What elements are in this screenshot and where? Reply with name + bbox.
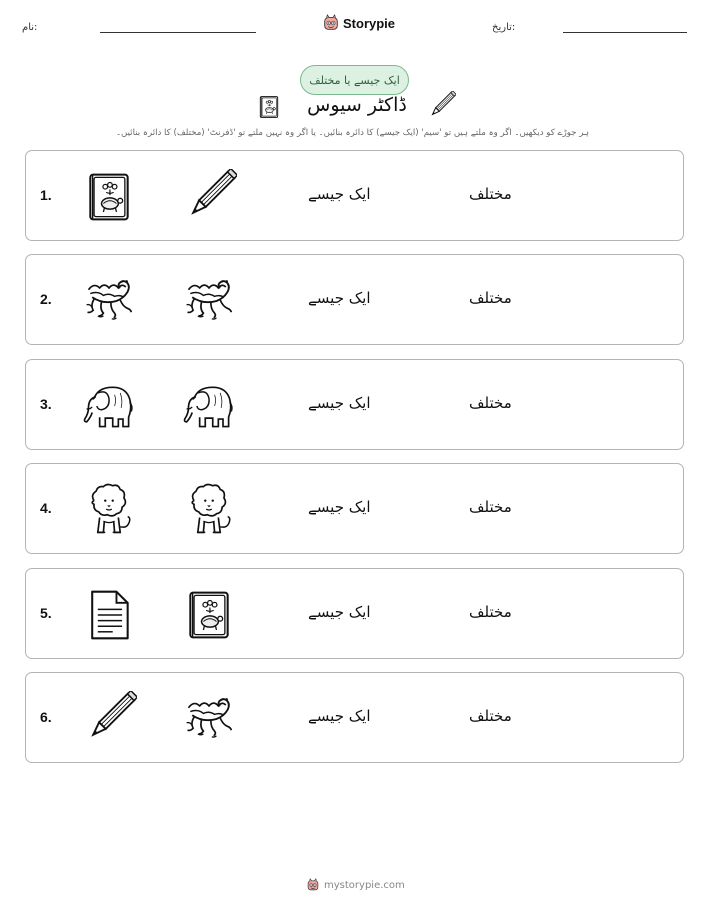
different-option[interactable]: مختلف — [469, 289, 512, 307]
same-option[interactable]: ایک جیسے — [308, 603, 371, 621]
instructions: ہر جوڑے کو دیکھیں۔ اگر وہ ملتے ہیں تو 'سیم' (ایک جیسے) کا دائرہ بنائیں۔ یا اگر وہ نہیں ملتے تو 'ڈفرنٹ' (مختلف) کا دائرہ بنائیں۔ — [116, 128, 589, 138]
exercise-row — [25, 568, 684, 659]
title-row — [250, 88, 460, 126]
book-icon — [181, 587, 237, 643]
name-label: نام: — [22, 22, 38, 33]
footer-site: mystorypie.com — [324, 879, 405, 891]
same-option[interactable]: ایک جیسے — [308, 394, 371, 412]
pencil-icon — [181, 169, 237, 225]
exercise-row — [25, 150, 684, 241]
date-write-line — [563, 32, 687, 33]
row-number: 1. — [40, 187, 52, 203]
pencil-icon — [81, 691, 137, 747]
document-icon — [81, 587, 137, 643]
row-number: 4. — [40, 500, 52, 516]
book-icon — [256, 94, 282, 120]
page-title: ڈاکٹر سیوس — [307, 94, 407, 116]
different-option[interactable]: مختلف — [469, 603, 512, 621]
exercise-row — [25, 254, 684, 345]
topic-badge: ایک جیسے یا مختلف — [300, 65, 409, 95]
different-option[interactable]: مختلف — [469, 498, 512, 516]
row-number: 2. — [40, 291, 52, 307]
row-number: 3. — [40, 396, 52, 412]
same-option[interactable]: ایک جیسے — [308, 498, 371, 516]
different-option[interactable]: مختلف — [469, 185, 512, 203]
different-option[interactable]: مختلف — [469, 707, 512, 725]
storypie-mascot-icon — [306, 878, 320, 892]
lion-icon — [181, 482, 237, 538]
elephant-icon — [181, 378, 237, 434]
same-option[interactable]: ایک جیسے — [308, 289, 371, 307]
row-number: 5. — [40, 605, 52, 621]
pencil-icon — [426, 91, 456, 121]
same-option[interactable]: ایک جیسے — [308, 185, 371, 203]
brand-logo — [322, 13, 395, 33]
row-number: 6. — [40, 709, 52, 725]
exercise-row — [25, 463, 684, 554]
creature-icon — [181, 273, 237, 329]
different-option[interactable]: مختلف — [469, 394, 512, 412]
lion-icon — [81, 482, 137, 538]
footer — [306, 878, 405, 892]
name-write-line — [100, 32, 256, 33]
creature-icon — [181, 691, 237, 747]
brand-name: Storypie — [343, 15, 396, 31]
elephant-icon — [81, 378, 137, 434]
date-label: تاریخ: — [492, 22, 516, 33]
exercise-row — [25, 359, 684, 450]
storypie-mascot-icon — [322, 14, 340, 32]
worksheet-header — [0, 0, 709, 50]
same-option[interactable]: ایک جیسے — [308, 707, 371, 725]
exercise-row — [25, 672, 684, 763]
book-icon — [81, 169, 137, 225]
creature-icon — [81, 273, 137, 329]
